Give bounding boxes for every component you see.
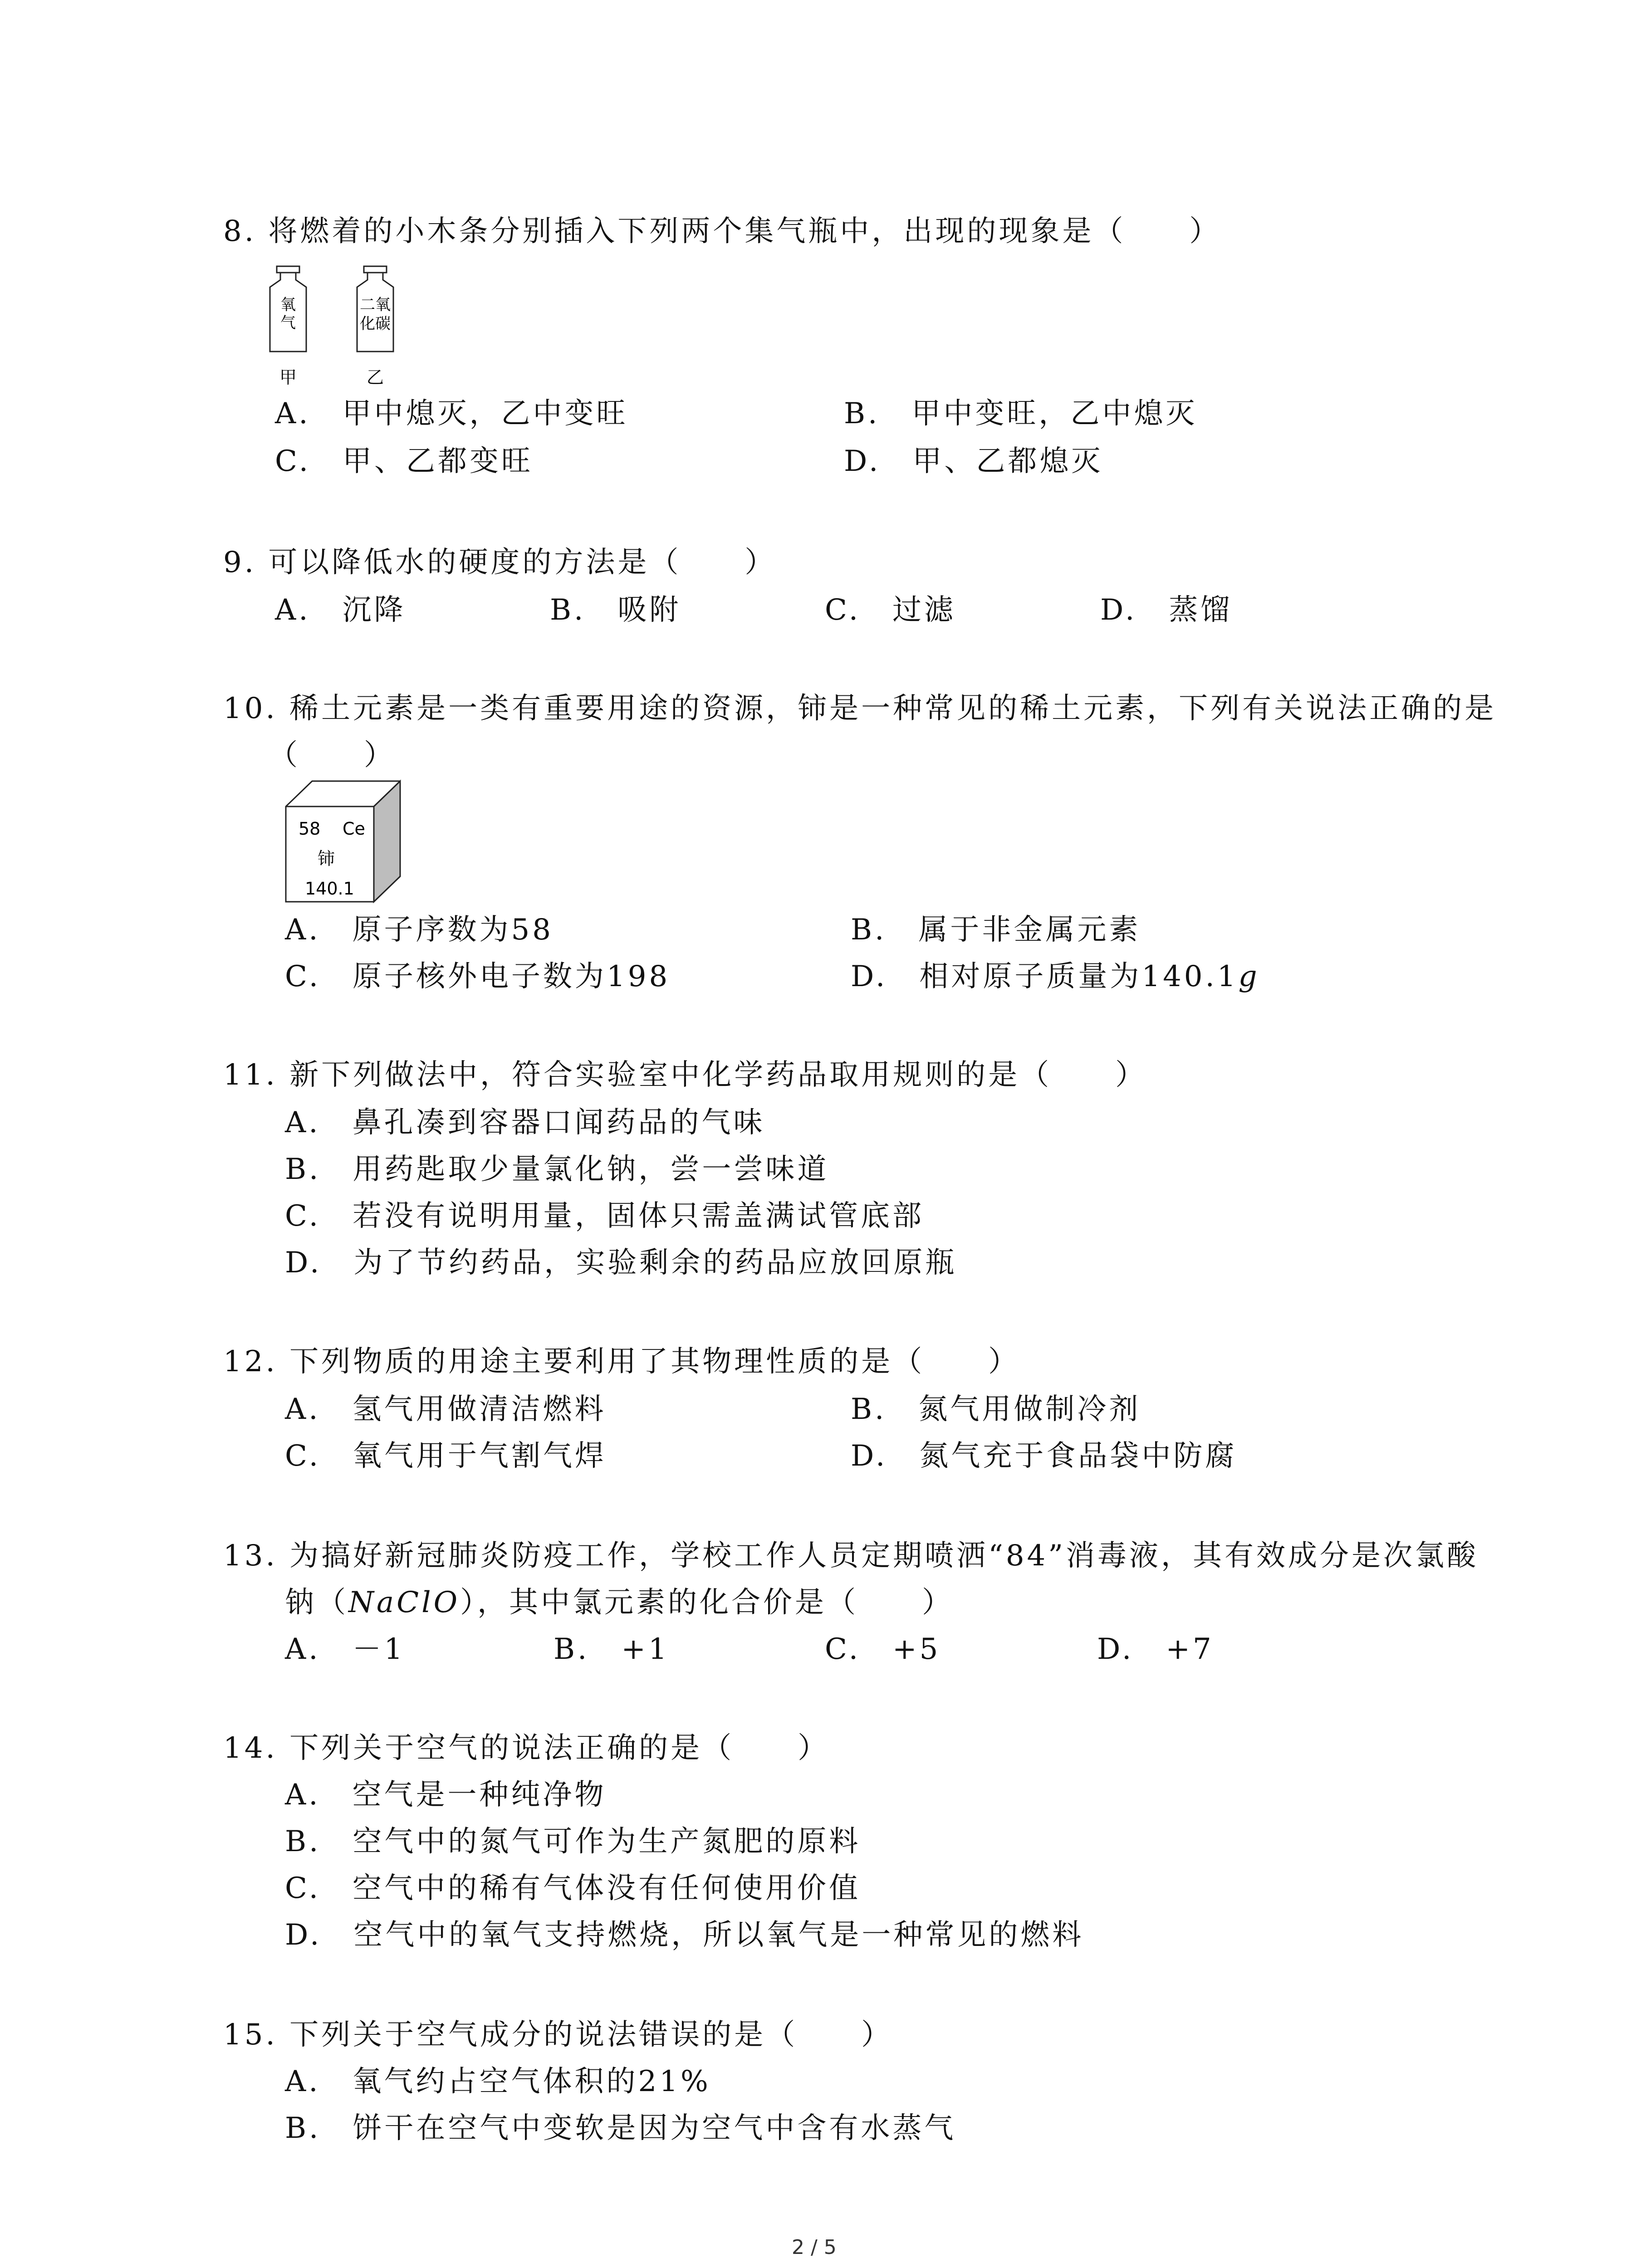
bottle1-text2: 气 xyxy=(280,314,296,332)
question-13: 13. 为搞好新冠肺炎防疫工作，学校工作人员定期喷洒“84”消毒液，其有效成分是次氯酸 xyxy=(223,1539,1479,1573)
element-name: 铈 xyxy=(318,849,335,869)
gas-bottles-figure xyxy=(263,261,445,392)
question-10: 10. 稀土元素是一类有重要用途的资源，铈是一种常见的稀土元素，下列有关说法正确的是 xyxy=(223,692,1497,725)
element-symbol: Ce xyxy=(343,819,365,839)
q13-option-d[interactable]: D. +7 xyxy=(1097,1633,1214,1666)
q9-option-c[interactable]: C. 过滤 xyxy=(825,593,956,627)
q13-option-b[interactable]: B. +1 xyxy=(554,1633,670,1666)
bottle1-text1: 氧 xyxy=(280,296,296,314)
q12-option-a[interactable]: A. 氢气用做清洁燃料 xyxy=(285,1393,607,1426)
q13-option-a[interactable]: A. －1 xyxy=(285,1633,406,1666)
q8-option-a[interactable]: A. 甲中熄灭，乙中变旺 xyxy=(275,397,628,430)
bottle-co2 xyxy=(357,266,393,387)
page-number: 2 / 5 xyxy=(792,2236,837,2259)
bottle1-label: 甲 xyxy=(279,367,297,387)
q9-option-b[interactable]: B. 吸附 xyxy=(550,593,681,627)
cerium-element-card xyxy=(281,776,408,912)
q11-option-d[interactable]: D. 为了节约药品，实验剩余的药品应放回原瓶 xyxy=(285,1246,957,1280)
question-9: 9. 可以降低水的硬度的方法是（ ） xyxy=(223,546,777,579)
q12-option-d[interactable]: D. 氮气充于食品袋中防腐 xyxy=(851,1439,1237,1473)
q12-option-c[interactable]: C. 氧气用于气割气焊 xyxy=(285,1439,607,1473)
q9-option-d[interactable]: D. 蒸馏 xyxy=(1100,593,1233,627)
q8-option-d[interactable]: D. 甲、乙都熄灭 xyxy=(844,445,1103,478)
q13-line2-post: ），其中氯元素的化合价是（ ） xyxy=(460,1586,954,1619)
q14-option-a[interactable]: A. 空气是一种纯净物 xyxy=(285,1778,607,1812)
q13-line2-pre: 钠（ xyxy=(285,1586,348,1619)
q14-option-b[interactable]: B. 空气中的氮气可作为生产氮肥的原料 xyxy=(285,1825,861,1858)
q11-option-a[interactable]: A. 鼻孔凑到容器口闻药品的气味 xyxy=(285,1106,765,1139)
q13-option-c[interactable]: C. +5 xyxy=(825,1633,941,1666)
q8-option-b[interactable]: B. 甲中变旺，乙中熄灭 xyxy=(844,397,1198,430)
question-10-paren: （ ） xyxy=(269,738,396,772)
q15-option-b[interactable]: B. 饼干在空气中变软是因为空气中含有水蒸气 xyxy=(285,2112,956,2145)
q14-option-d[interactable]: D. 空气中的氧气支持燃烧，所以氧气是一种常见的燃料 xyxy=(285,1918,1084,1952)
q10-option-d-unit: g xyxy=(1238,960,1260,993)
bottle2-text1: 二氧 xyxy=(360,296,391,314)
q10-option-a[interactable]: A. 原子序数为58 xyxy=(285,913,554,947)
bottle2-label: 乙 xyxy=(366,367,384,387)
q8-option-c[interactable]: C. 甲、乙都变旺 xyxy=(275,445,534,478)
question-15: 15. 下列关于空气成分的说法错误的是（ ） xyxy=(223,2018,893,2052)
q10-option-c[interactable]: C. 原子核外电子数为198 xyxy=(285,960,671,993)
q15-option-a[interactable]: A. 氧气约占空气体积的21% xyxy=(285,2065,711,2098)
q10-option-d-text: D. 相对原子质量为140.1 xyxy=(851,960,1239,993)
q11-option-b[interactable]: B. 用药匙取少量氯化钠，尝一尝味道 xyxy=(285,1153,829,1186)
atomic-mass: 140.1 xyxy=(305,879,354,899)
q10-option-b[interactable]: B. 属于非金属元素 xyxy=(851,913,1141,947)
atomic-number: 58 xyxy=(299,819,321,839)
question-14: 14. 下列关于空气的说法正确的是（ ） xyxy=(223,1731,830,1765)
bottle-oxygen xyxy=(270,266,306,387)
question-12: 12. 下列物质的用途主要利用了其物理性质的是（ ） xyxy=(223,1345,1020,1378)
q13-formula: NaClO xyxy=(348,1586,460,1619)
question-11: 11. 新下列做法中，符合实验室中化学药品取用规则的是（ ） xyxy=(223,1058,1147,1092)
q12-option-b[interactable]: B. 氮气用做制冷剂 xyxy=(851,1393,1141,1426)
q10-option-d[interactable] xyxy=(851,958,1260,995)
question-8: 8. 将燃着的小木条分别插入下列两个集气瓶中，出现的现象是（ ） xyxy=(223,215,1221,248)
q9-option-a[interactable]: A. 沉降 xyxy=(275,593,406,627)
q11-option-c[interactable]: C. 若没有说明用量，固体只需盖满试管底部 xyxy=(285,1199,925,1233)
question-13-line2 xyxy=(285,1584,954,1621)
bottle2-text2: 化碳 xyxy=(360,315,391,333)
q14-option-c[interactable]: C. 空气中的稀有气体没有任何使用价值 xyxy=(285,1872,861,1905)
